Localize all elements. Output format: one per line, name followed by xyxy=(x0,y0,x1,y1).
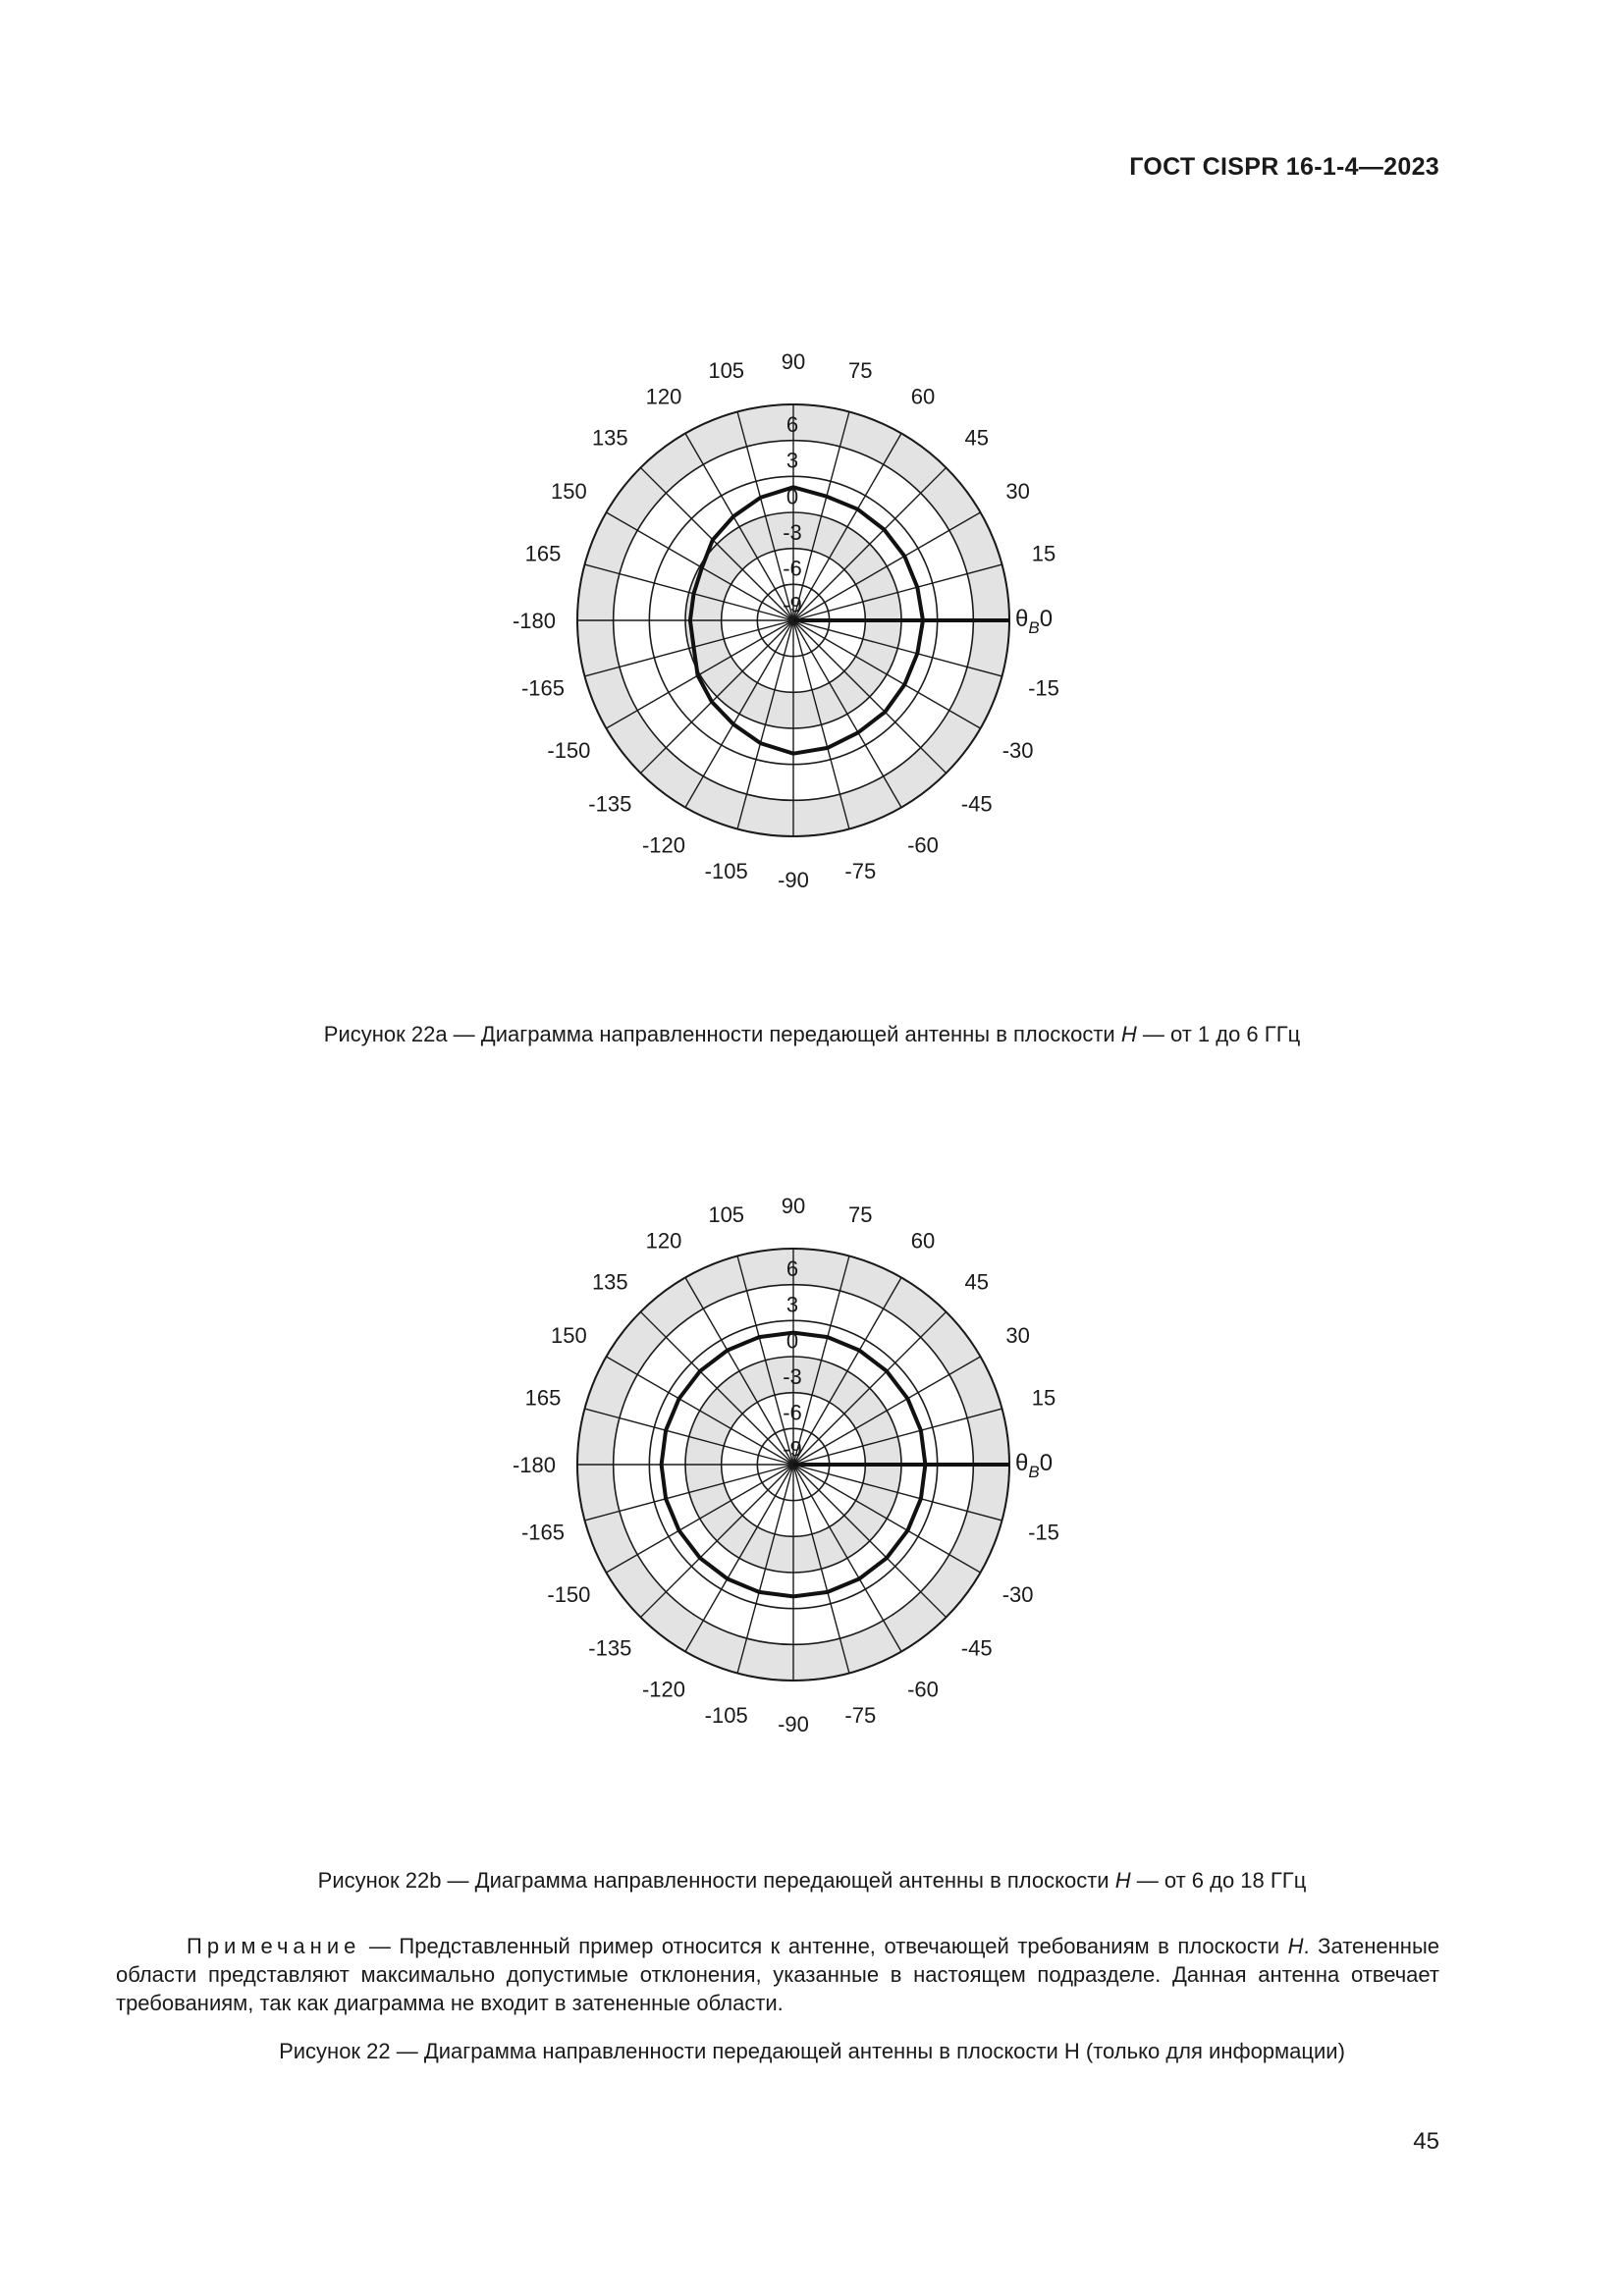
chart-22a-radial-label: -9 xyxy=(783,592,802,617)
chart-22b-angle-label: 60 xyxy=(910,1228,936,1254)
chart-22a-angle-label: 150 xyxy=(551,479,587,504)
chart-22a-angle-label: -180 xyxy=(512,609,557,633)
note-prefix: Примечание xyxy=(187,1934,361,1958)
chart-22a-radial-label: 0 xyxy=(785,484,799,509)
polar-chart-22b xyxy=(0,1041,1624,1885)
chart-22b-radial-label: -3 xyxy=(783,1364,802,1389)
chart-22b-angle-label: 90 xyxy=(781,1194,806,1218)
note-text-2: . Затененные области представляют максимально допустимые отклонения, указанные в настоящем подразделе. Данная антенна отвечает требованиям, так как диаграмма не входит в затененные области. xyxy=(116,1934,1439,2015)
caption-22a-text: Рисунок 22a — Диаграмма направленности передающей антенны в плоскости xyxy=(323,1022,1121,1046)
chart-22b-angle-label: -150 xyxy=(547,1582,591,1607)
chart-22a-angle-label: 120 xyxy=(645,384,682,409)
chart-22b-angle-label: -45 xyxy=(960,1635,993,1661)
polar-chart-22b-svg xyxy=(0,1041,1624,1885)
chart-22a-angle-label: 75 xyxy=(848,358,873,383)
chart-22b-angle-label: -30 xyxy=(1001,1582,1034,1607)
chart-22a-theta-subscript: B xyxy=(1028,618,1040,637)
chart-22a-angle-label: -30 xyxy=(1001,738,1034,763)
chart-22a-angle-label: -15 xyxy=(1028,675,1059,701)
chart-22a-theta-label xyxy=(1015,606,1053,637)
chart-22b-angle-label: -180 xyxy=(512,1453,557,1477)
chart-22b-angle-label: 165 xyxy=(524,1385,562,1411)
chart-22b-angle-label: 75 xyxy=(848,1202,873,1227)
chart-22a-angle-label: -150 xyxy=(547,738,591,763)
chart-22b-angle-label: 105 xyxy=(708,1202,745,1227)
chart-22a-angle-label: 165 xyxy=(524,541,562,566)
chart-22b-angle-label-zero: 0 xyxy=(1039,1450,1054,1476)
chart-22b-angle-label: 120 xyxy=(645,1228,682,1254)
chart-22a-radial-label: 3 xyxy=(785,448,799,473)
chart-22a-theta-symbol: θ xyxy=(1015,606,1029,632)
chart-22b-angle-label: -165 xyxy=(520,1520,566,1545)
chart-22b-angle-label: -90 xyxy=(778,1712,809,1736)
page-number: 45 xyxy=(1413,2128,1439,2155)
chart-22a-radial-label: -3 xyxy=(783,520,802,545)
chart-22a-angle-label: 60 xyxy=(910,384,936,409)
chart-22b-angle-label: -60 xyxy=(907,1677,939,1702)
chart-22a-radial-label: -6 xyxy=(783,556,802,581)
caption-22a-tail: — от 1 до 6 ГГц xyxy=(1136,1022,1301,1046)
chart-22b-radial-label: 3 xyxy=(785,1292,799,1317)
chart-22b-angle-label: -120 xyxy=(641,1677,686,1702)
chart-22b-radial-label: 0 xyxy=(785,1328,799,1354)
chart-22a-angle-label: 135 xyxy=(591,425,628,451)
chart-22b-angle-label: 150 xyxy=(551,1323,587,1348)
caption-22a-var: H xyxy=(1120,1022,1137,1046)
chart-22b-angle-label: -135 xyxy=(588,1635,632,1661)
chart-22a-angle-label-zero: 0 xyxy=(1039,606,1054,632)
polar-chart-22a-svg xyxy=(0,196,1624,1041)
chart-22b-angle-label: 45 xyxy=(964,1269,989,1295)
chart-22a-radial-label: 6 xyxy=(785,412,799,437)
chart-22b-radial-label: -9 xyxy=(783,1436,802,1462)
chart-22b-theta-symbol: θ xyxy=(1015,1450,1029,1476)
chart-22a-angle-label: 15 xyxy=(1031,541,1056,566)
chart-22b-theta-subscript: B xyxy=(1028,1463,1040,1481)
caption-22b-var: H xyxy=(1114,1868,1131,1893)
chart-22a-angle-label: -45 xyxy=(960,791,993,817)
chart-22b-theta-label xyxy=(1015,1450,1053,1481)
chart-22b-radial-label: -6 xyxy=(783,1400,802,1425)
chart-22b-angle-label: 15 xyxy=(1031,1385,1056,1411)
chart-22a-angle-label: -75 xyxy=(844,859,877,883)
chart-22a-angle-label: -60 xyxy=(907,832,939,858)
chart-22b-angle-label: 30 xyxy=(1005,1323,1030,1348)
note-paragraph xyxy=(116,1932,1439,2017)
note-var: H xyxy=(1287,1934,1304,1958)
chart-22a-angle-label: 105 xyxy=(708,358,745,383)
chart-22a-angle-label: -90 xyxy=(778,868,809,892)
caption-22b xyxy=(0,1868,1624,1894)
chart-22a-angle-label: -105 xyxy=(704,859,748,883)
chart-22b-angle-label: -15 xyxy=(1028,1520,1059,1545)
chart-22a-angle-label: 45 xyxy=(964,425,989,451)
chart-22a-angle-label: 90 xyxy=(781,349,806,374)
caption-22b-tail: — от 6 до 18 ГГц xyxy=(1130,1868,1307,1893)
document-id: ГОСТ CISPR 16-1-4—2023 xyxy=(1129,153,1439,181)
caption-22b-text: Рисунок 22b — Диаграмма направленности передающей антенны в плоскости xyxy=(317,1868,1115,1893)
chart-22b-angle-label: -105 xyxy=(704,1703,748,1728)
chart-22a-angle-label: 30 xyxy=(1005,479,1030,504)
figure-caption: Рисунок 22 — Диаграмма направленности передающей антенны в плоскости H (только для информации) xyxy=(279,2039,1345,2063)
chart-22b-radial-label: 6 xyxy=(785,1256,799,1281)
note-text: — Представленный пример относится к антенне, отвечающей требованиям в плоскости xyxy=(360,1934,1288,1958)
chart-22a-angle-label: -165 xyxy=(520,675,566,701)
chart-22a-angle-label: -135 xyxy=(588,791,632,817)
polar-chart-22a xyxy=(0,196,1624,1041)
chart-22b-angle-label: -75 xyxy=(844,1703,877,1728)
chart-22a-angle-label: -120 xyxy=(641,832,686,858)
chart-22b-angle-label: 135 xyxy=(591,1269,628,1295)
